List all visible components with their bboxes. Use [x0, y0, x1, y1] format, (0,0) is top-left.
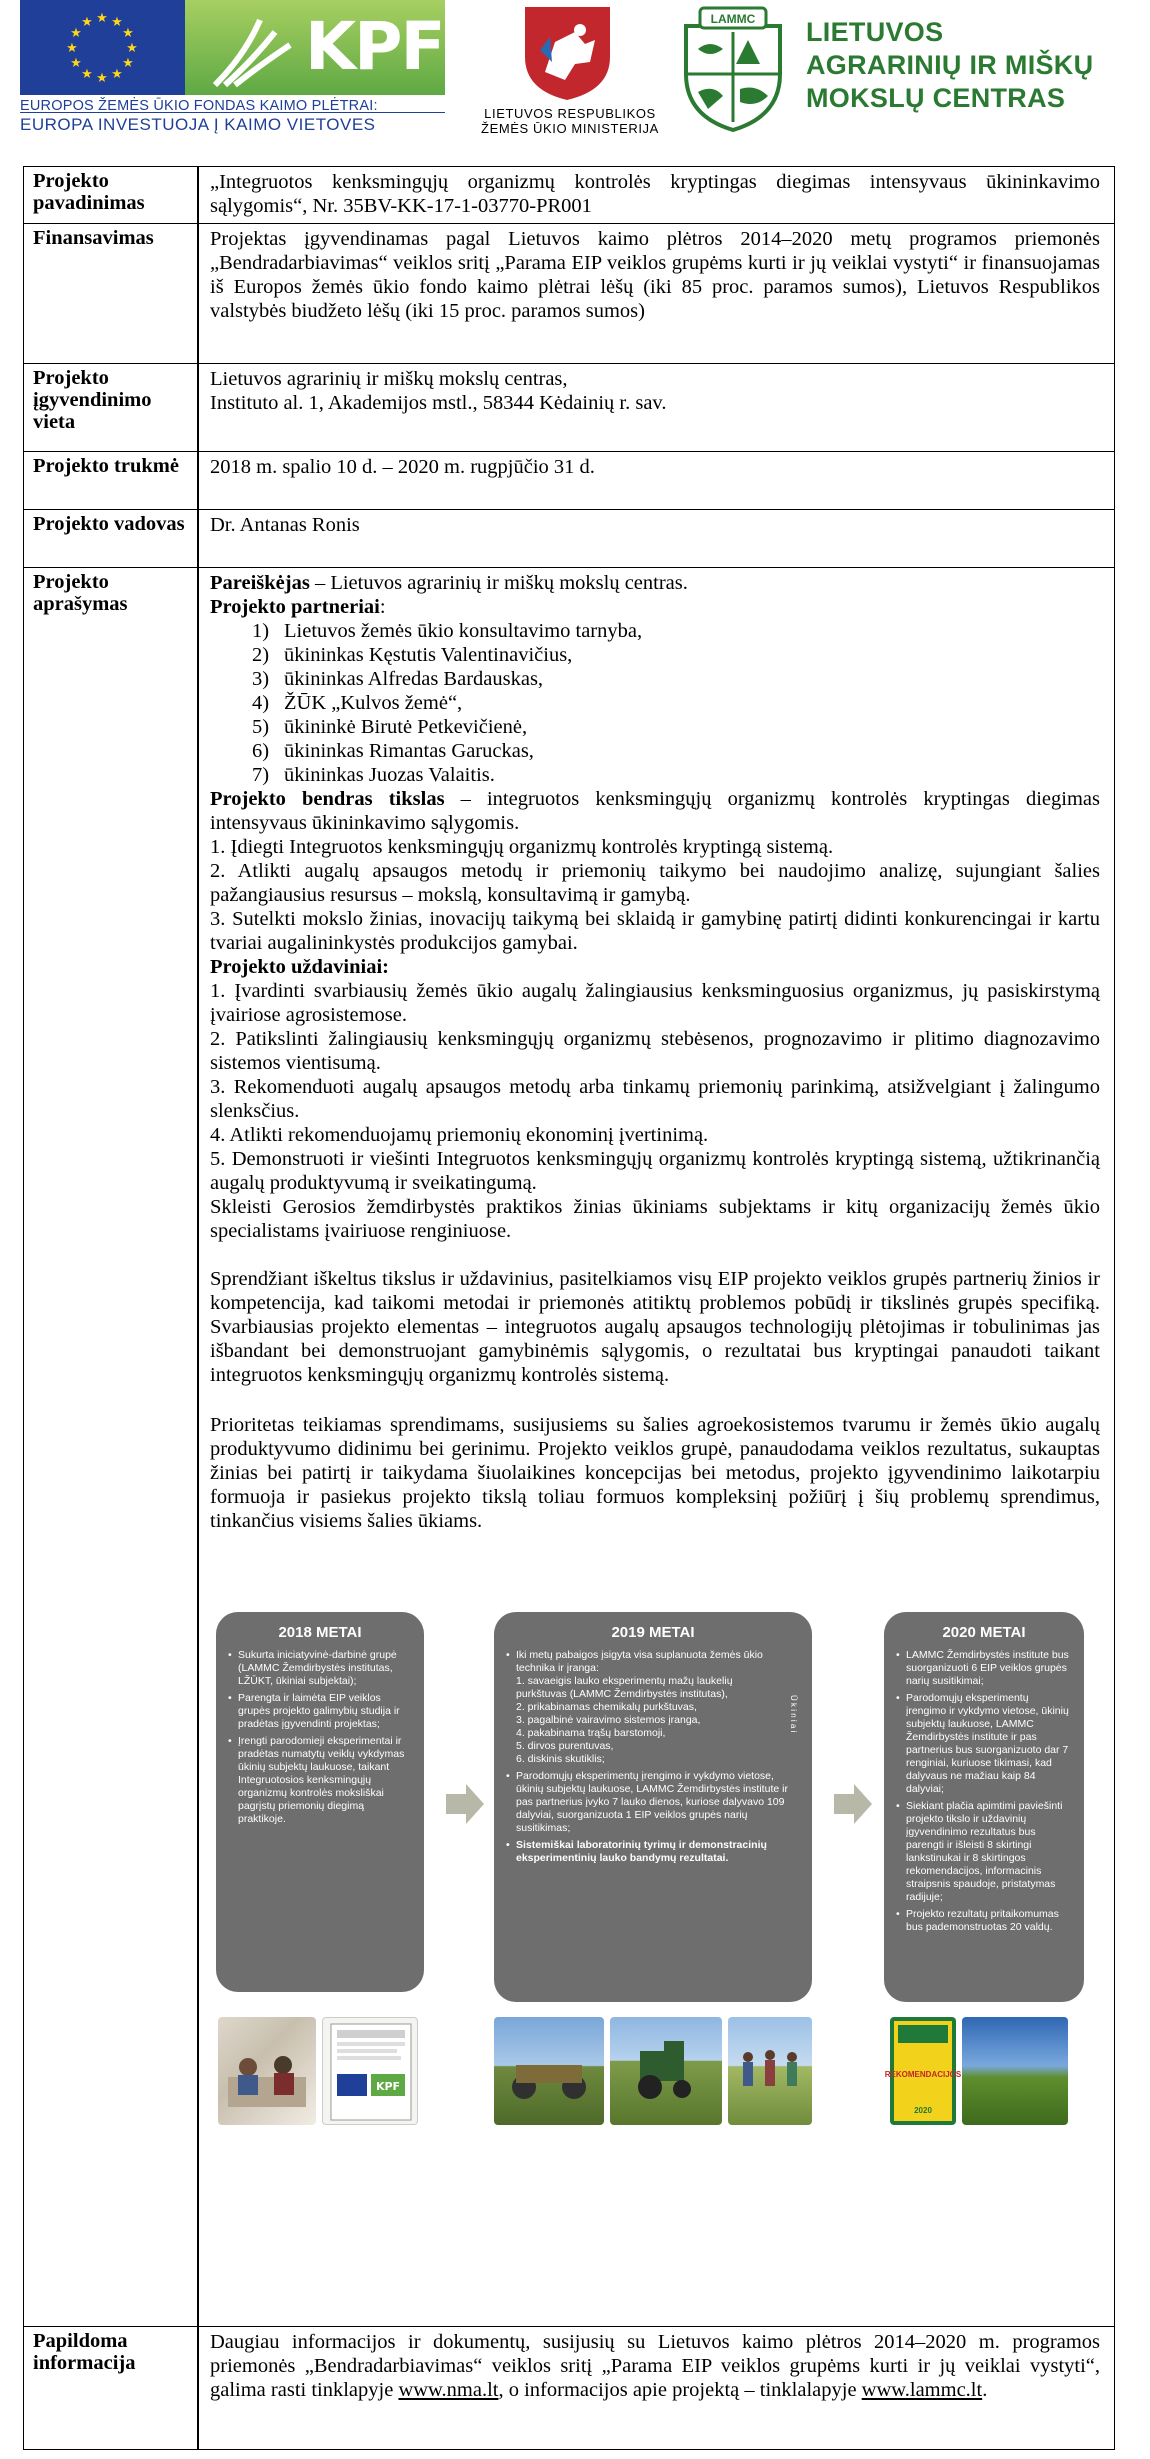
partner-name: ūkininkas Rimantas Garuckas, [284, 740, 534, 762]
list-number: 7) [252, 764, 270, 786]
list-item [252, 715, 1100, 739]
table-row-title [24, 167, 1114, 224]
table-row-additional [24, 2327, 1114, 2451]
task-item: 1. Įvardinti svarbiausių žemės ūkio augalų žalingiausius kenksminguosius organizmus, jų pasiskirstymą įvairiose agrosistemose. [210, 980, 1100, 1026]
applicant-line [210, 571, 1100, 595]
kpf-logo-text: KPF [305, 8, 444, 85]
svg-text:★: ★ [126, 41, 138, 56]
svg-text:★: ★ [122, 26, 134, 41]
recommendations-booklet [884, 2017, 962, 2125]
lammc-name [806, 16, 1126, 115]
manager-text: Dr. Antanas Ronis [210, 514, 360, 536]
coat-of-arms-icon [520, 2, 615, 102]
list-item: • Siekiant plačia apimtimi paviešinti projekto tikslo ir uždavinių įgyvendinimo rezultatus bus parengti ir išleisti 8 skirtingi lankstinukai ir 8 skirtingos rekomendacijos, informacinis straipsnis spaudoje, pristatymas radijuje; [906, 1800, 1070, 1904]
task-item: 4. Atlikti rekomenduojamų priemonių ekonominį įvertinimą. [210, 1124, 709, 1146]
list-item [252, 739, 1100, 763]
project-title: „Integruotos kenksmingųjų organizmų kontrolės kryptingas diegimas intensyvaus ūkininkavimo sąlygomis“, Nr. 35BV-KK-17-1-03770-PR001 [210, 171, 1100, 217]
svg-text:★: ★ [122, 56, 134, 71]
additional-text-part2: , o informacijos apie projektą – tinklalapyje [498, 2379, 862, 2401]
row-label-location: Projekto įgyvendinimo vieta [33, 367, 152, 433]
additional-text [210, 2330, 1100, 2402]
lammc-badge-text: LAMMC [710, 12, 756, 26]
panel-title-2018: 2018 METAI [278, 1624, 362, 1641]
list-item: • Įrengti parodomieji eksperimentai ir pradėtas numatytų veiklų vykdymas ūkinių subjektų laukuose, taikant Integruotosios kenksmingųjų organizmų kontrolės moksliškai pagrįstų priemonių diegimą praktikoje. [238, 1735, 410, 1826]
arrow-right-icon [446, 1784, 484, 1824]
tasks-heading: Projekto uždaviniai: [210, 956, 389, 978]
svg-text:★: ★ [70, 56, 82, 71]
task-item: Skleisti Gerosios žemdirbystės praktikos žinias ūkiniams subjektams ir kitų organizacijų žemės ūkio specialistams įvairiuose renginiuose. [210, 1196, 1100, 1242]
lammc-emblem-icon [678, 4, 788, 134]
eu-flag-icon [20, 0, 185, 95]
applicant-label: Pareiškėjas [210, 572, 310, 594]
list-number: 2) [252, 644, 270, 666]
goal-item: 1. Įdiegti Integruotos kenksmingųjų organizmų kontrolės kryptingą sistemą. [210, 836, 834, 858]
svg-text:★: ★ [70, 26, 82, 41]
brace-label: Ū k i n i a i [789, 1695, 798, 1733]
description-text [210, 571, 1100, 1533]
project-timeline-infographic [188, 1612, 1084, 2115]
tractor-photo [610, 2017, 722, 2125]
timeline-panel-2019 [494, 1612, 812, 2002]
panel-title-2020: 2020 METAI [942, 1624, 1026, 1641]
list-item: • Sistemiškai laboratorinių tyrimų ir demonstracinių eksperimentinių lauko bandymų rezultatai. [516, 1839, 798, 1865]
ministry-logo [470, 0, 670, 140]
lammc-name-line2: AGRARINIŲ IR MIŠKŲ [806, 50, 1094, 80]
list-item: • Sukurta iniciatyvinė-darbinė grupė (LAMMC Žemdirbystės institutas, LŽŪKT, ūkiniai subjektai); [238, 1649, 410, 1688]
partner-name: ūkininkas Alfredas Bardauskas, [284, 668, 544, 690]
location-line1: Lietuvos agrarinių ir miškų mokslų centras, [210, 368, 568, 390]
timeline-panel-2020 [884, 1612, 1084, 2002]
list-item [252, 643, 1100, 667]
svg-text:★: ★ [111, 67, 123, 82]
list-item: • Parengta ir laimėta EIP veiklos grupės projekto galimybių studija ir pradėtas įgyvendinti projektas; [238, 1692, 410, 1731]
table-row-manager [24, 510, 1114, 568]
row-label-title: Projekto pavadinimas [33, 170, 145, 214]
goal-text: – integruotos kenksmingųjų organizmų kontrolės kryptingas diegimas intensyvaus ūkininkavimo sąlygomis. [210, 788, 1100, 834]
task-item: 2. Patikslinti žalingiausių kenksmingųjų organizmų stebėsenos, prognozavimo ir plitimo diagnozavimo sistemos vientisumą. [210, 1028, 1100, 1074]
list-number: 6) [252, 740, 270, 762]
field-day-photo [728, 2017, 812, 2125]
list-item [252, 667, 1100, 691]
equipment-list [516, 1675, 798, 1766]
location-text [210, 367, 1100, 415]
lammc-name-line3: MOKSLŲ CENTRAS [806, 83, 1066, 113]
list-number: 4) [252, 692, 270, 714]
timeline-panel-2018 [216, 1612, 424, 1992]
row-label-funding: Finansavimas [33, 227, 154, 249]
list-item [252, 691, 1100, 715]
eu-eafrd-logo [20, 0, 445, 135]
partners-label: Projekto partneriai [210, 596, 380, 618]
list-item [516, 1649, 798, 1766]
list-item: • LAMMC Žemdirbystės institute bus suorganizuoti 6 EIP veiklos grupės narių susitikimai; [906, 1649, 1070, 1688]
list-item [252, 763, 1100, 787]
table-row-location [24, 364, 1114, 452]
lammc-logo [678, 0, 1118, 140]
partner-name: ŽŪK „Kulvos žemė“, [284, 692, 463, 714]
lammc-name-line1: LIETUVOS [806, 17, 944, 47]
poster-photo [322, 2017, 418, 2125]
row-label-description: Projekto aprašymas [33, 571, 128, 615]
equipment-item: 1. savaeigis lauko eksperimentų mažų laukelių purkštuvas (LAMMC Žemdirbystės institutas), [516, 1675, 733, 1700]
partner-name: ūkininkas Juozas Valaitis. [284, 764, 495, 786]
list-item: • Parodomųjų eksperimentų įrengimo ir vykdymo vietose, ūkinių subjektų laukuose, LAMMC Žemdirbystės institute ir pas partnerius įvyko 7 lauko dienos, kuriose dalyvavo 109 dalyviai, suorganizuota 1 EIP veiklos grupės narių susitikimas; [516, 1770, 798, 1835]
panel-2020-list [884, 1649, 1084, 1934]
partner-name: Lietuvos žemės ūkio konsultavimo tarnyba, [284, 620, 643, 642]
funding-text: Projektas įgyvendinamas pagal Lietuvos kaimo plėtros 2014–2020 metų programos priemonės „Bendradarbiavimas“ veiklos sritį „Parama EIP veiklos grupėms kurti ir jų veiklai vystyti“ ir finansuojamas iš Europos žemės ūkio fondo kaimo plėtrai lėšų (iki 85 proc. paramos sumos), Lietuvos Respublikos valstybės biudžeto lėšų (iki 15 proc. paramos sumos) [210, 228, 1100, 322]
table-row-duration [24, 452, 1114, 510]
list-number: 1) [252, 620, 270, 642]
partners-list [252, 619, 1100, 787]
equipment-item: 5. dirvos purentuvas, [516, 1740, 614, 1752]
list-number: 3) [252, 668, 270, 690]
row-label-manager: Projekto vadovas [33, 513, 185, 535]
eu-slogan: EUROPA INVESTUOJA Į KAIMO VIETOVES [20, 112, 445, 135]
panel-2019-list [494, 1649, 812, 1865]
equipment-item: 6. diskinis skutiklis; [516, 1753, 605, 1765]
goal-paragraph [210, 787, 1100, 835]
eu-fund-caption: EUROPOS ŽEMĖS ŪKIO FONDAS KAIMO PLĖTRAI: [20, 98, 378, 114]
nma-link[interactable]: www.nma.lt [398, 2379, 499, 2401]
svg-text:★: ★ [96, 11, 108, 26]
lammc-link[interactable]: www.lammc.lt [861, 2379, 983, 2401]
duration-text: 2018 m. spalio 10 d. – 2020 m. rugpjūčio 31 d. [210, 456, 595, 478]
description-paragraph-2: Prioritetas teikiamas sprendimams, susijusiems su šalies agroekosistemos tvarumu ir žemės ūkio augalų produktyvumo didinimu bei gerinimu. Projekto veiklos grupė, panaudodama veiklos rezultatus, sukauptas žinias bei patirtį ir taikydama šiuolaikines koncepcijas bei metodus, projekto įgyvendinimo laikotarpiu formuoja ir pasiekus projekto tikslą toliau formuos kompleksinį požiūrį į šių problemų sprendimus, tinkančius visiems šalies ūkiams. [210, 1414, 1100, 1532]
description-paragraph-1: Sprendžiant iškeltus tikslus ir uždavinius, pasitelkiamos visų EIP projekto veiklos grupės partnerių žinios ir kompetencija, kad taikomi metodai ir priemonės atitiktų problemos pobūdį ir tikslinės grupės specifiką. Svarbiausias projekto elementas – integruotos augalų apsaugos technologijų plėtojimas ir tobulinimas jas išbandant bei demonstruojant gamybinėmis sąlygomis, o rezultatai bus kryptingai panaudoti taikant integruotos kenksmingųjų organizmų kontrolės sistemą. [210, 1268, 1100, 1386]
header [0, 0, 1150, 160]
kpf-logo [185, 0, 445, 95]
panel-2018-list [216, 1649, 424, 1826]
svg-text:★: ★ [66, 41, 78, 56]
location-line2: Instituto al. 1, Akademijos mstl., 58344 Kėdainių r. sav. [210, 392, 667, 414]
svg-text:★: ★ [96, 71, 108, 86]
meeting-photo [218, 2017, 316, 2125]
task-item: 5. Demonstruoti ir viešinti Integruotos kenksmingųjų organizmų kontrolės kryptingą sistemą, užtikrinančią augalų produktyvumą ir sveikatingumą. [210, 1148, 1100, 1194]
field-work-photo [494, 2017, 604, 2125]
equipment-intro: Iki metų pabaigos įsigyta visa suplanuota žemės ūkio technika ir įranga: [516, 1649, 763, 1674]
partner-name: ūkininkas Kęstutis Valentinavičius, [284, 644, 573, 666]
partners-heading [210, 595, 1100, 619]
goal-label: Projekto bendras tikslas [210, 788, 445, 810]
task-item: 3. Rekomenduoti augalų apsaugos metodų arba tinkamų priemonių parinkimą, atsižvelgiant į žalingumo slenksčius. [210, 1076, 1100, 1122]
equipment-item: 4. pakabinama trąšų barstomoji, [516, 1727, 666, 1739]
goal-item: 3. Sutelkti mokslo žinias, inovacijų taikymą bei sklaidą ir gamybinę patirtį didinti konkurencingai ir kartu tvariai augalininkystės produkcijos gamybai. [210, 908, 1100, 954]
svg-text:★: ★ [81, 67, 93, 82]
row-label-additional: Papildoma informacija [33, 2330, 136, 2374]
panel-title-2019: 2019 METAI [611, 1624, 695, 1641]
arrow-right-icon [834, 1784, 872, 1824]
additional-text-end: . [982, 2379, 988, 2401]
table-row-funding [24, 224, 1114, 364]
booklet-year: 2020 [914, 2106, 932, 2115]
list-item [252, 619, 1100, 643]
partner-name: ūkininkė Birutė Petkevičienė, [284, 716, 528, 738]
additional-text-part1: Daugiau informacijos ir dokumentų, susijusių su Lietuvos kaimo plėtros 2014–2020 m. programos priemonės „Bendradarbiavimas“ veiklos sritį „Parama EIP veiklos grupėms kurti ir jų veiklai vystyti“, galima rasti tinklapyje [210, 2331, 1100, 2401]
list-number: 5) [252, 716, 270, 738]
svg-text:★: ★ [81, 15, 93, 30]
crop-field-photo [962, 2017, 1068, 2125]
sprout-icon [205, 10, 305, 90]
list-item: • Projekto rezultatų pritaikomumas bus pademonstruotas 20 valdų. [906, 1908, 1070, 1934]
goal-item: 2. Atlikti augalų apsaugos metodų ir priemonių taikymo bei naudojimo analizę, sujungiant šalies pažangiausius resursus – mokslą, konsultavimą ir gamybą. [210, 860, 1100, 906]
ministry-name-line2: ŽEMĖS ŪKIO MINISTERIJA [481, 121, 659, 136]
equipment-item: 2. prikabinamas chemikalų purkštuvas, [516, 1701, 697, 1713]
booklet-title: REKOMENDACIJOS [884, 2070, 962, 2079]
applicant-name: – Lietuvos agrarinių ir miškų mokslų centras. [309, 572, 688, 594]
ministry-name-line1: LIETUVOS RESPUBLIKOS [484, 106, 656, 121]
equipment-item: 3. pagalbinė vairavimo sistemos įranga, [516, 1714, 701, 1726]
partners-colon: : [379, 596, 386, 618]
svg-text:★: ★ [111, 15, 123, 30]
poster-logo-text: KPF [375, 2080, 401, 2093]
list-item: • Parodomųjų eksperimentų įrengimo ir vykdymo vietose, ūkinių subjektų laukuose, LAMMC Žemdirbystės institute ir pas partnerius bus suorganizuoto dar 7 renginiai, kuriuose tikimasi, kad dalyvaus ne mažiau kaip 84 dalyviai; [906, 1692, 1070, 1796]
row-label-duration: Projekto trukmė [33, 455, 179, 477]
